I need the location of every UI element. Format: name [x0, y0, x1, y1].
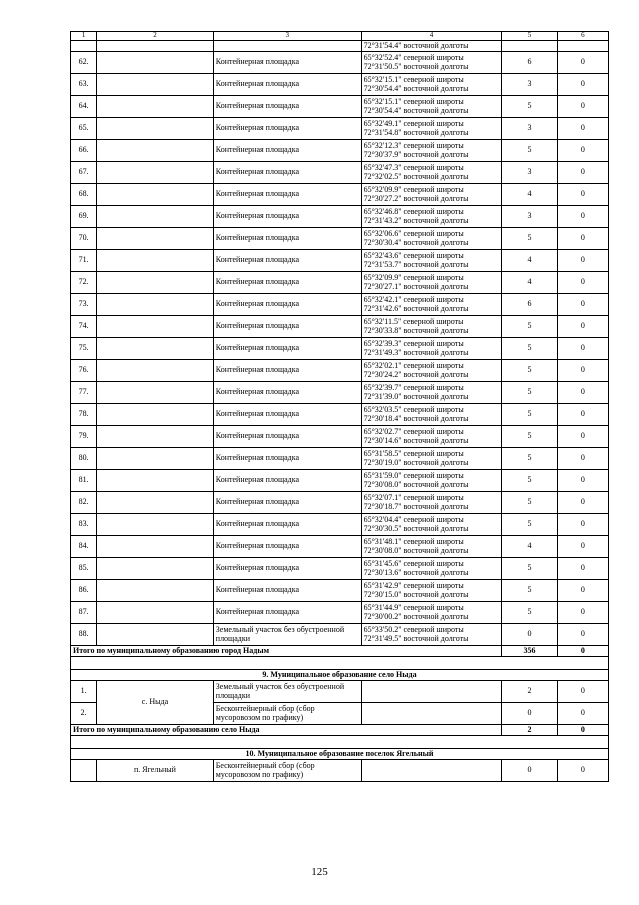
coordinates-cell: [361, 360, 502, 382]
row-number: 66.: [71, 140, 97, 162]
site-type-cell: Контейнерная площадка: [213, 206, 361, 228]
latitude: 65°32'47.3" северной широты: [363, 163, 464, 173]
table-body: [71, 32, 609, 782]
site-type-cell: Контейнерная площадка: [213, 404, 361, 426]
longitude: 72°31'50.5" восточной долготы: [363, 61, 469, 71]
column-number: 5: [502, 32, 557, 41]
value-cell: 0: [557, 118, 608, 140]
locality-cell: [97, 184, 214, 206]
value-cell: 0: [557, 74, 608, 96]
coordinates-cell: [361, 426, 502, 448]
latitude: 65°32'49.1" северной широты: [363, 119, 464, 129]
table-row: [71, 96, 609, 118]
total-label: Итого по муниципальному образованию город Надым: [71, 646, 502, 657]
column-number: 2: [97, 32, 214, 41]
coordinates-cell: [361, 448, 502, 470]
total-row: [71, 646, 609, 657]
value-cell: 0: [557, 162, 608, 184]
latitude: 65°32'46.8" северной широты: [363, 207, 464, 217]
column-number: 4: [361, 32, 502, 41]
value-cell: 0: [557, 206, 608, 228]
longitude: 72°30'54.4" восточной долготы: [363, 105, 469, 115]
locality-cell: с. Ныда: [97, 681, 214, 725]
table-row: [71, 624, 609, 646]
count-cell: 5: [502, 360, 557, 382]
count-cell: 5: [502, 140, 557, 162]
table-row: [71, 52, 609, 74]
latitude: 65°31'45.6" северной широты: [363, 559, 464, 569]
longitude: 72°30'00.2" восточной долготы: [363, 611, 469, 621]
locality-cell: [97, 382, 214, 404]
latitude: 65°32'02.7" северной широты: [363, 427, 464, 437]
table-row: [71, 140, 609, 162]
table-row: [71, 426, 609, 448]
coordinates-cell: [361, 681, 502, 703]
latitude: 65°32'15.1" северной широты: [363, 75, 464, 85]
count-cell: 3: [502, 118, 557, 140]
value-cell: 0: [557, 228, 608, 250]
site-type-cell: Контейнерная площадка: [213, 558, 361, 580]
row-number: 74.: [71, 316, 97, 338]
coordinates-cell: [361, 382, 502, 404]
row-number: 62.: [71, 52, 97, 74]
locality-cell: [97, 492, 214, 514]
longitude: 72°30'27.1" восточной долготы: [363, 281, 469, 291]
coordinates-cell: [361, 316, 502, 338]
latitude: 65°31'58.5" северной широты: [363, 449, 464, 459]
locality-cell: [97, 206, 214, 228]
locality-cell: [97, 470, 214, 492]
table-row: [71, 184, 609, 206]
count-cell: 5: [502, 338, 557, 360]
longitude: 72°30'30.4" восточной долготы: [363, 237, 469, 247]
coordinates-cell: [361, 52, 502, 74]
locality-cell: [97, 580, 214, 602]
locality-cell: [97, 514, 214, 536]
site-type-cell: Контейнерная площадка: [213, 492, 361, 514]
latitude: 65°31'42.9" северной широты: [363, 581, 464, 591]
coordinates-cell: [361, 558, 502, 580]
locality-cell: п. Ягельный: [97, 760, 214, 782]
locality-cell: [97, 140, 214, 162]
latitude: 65°32'02.1" северной широты: [363, 361, 464, 371]
site-type-cell: Контейнерная площадка: [213, 294, 361, 316]
continued-row: [71, 41, 609, 52]
site-type-cell: Контейнерная площадка: [213, 250, 361, 272]
value-cell: 0: [557, 624, 608, 646]
site-type-cell: Контейнерная площадка: [213, 602, 361, 624]
site-type-cell: Контейнерная площадка: [213, 228, 361, 250]
count-cell: 5: [502, 404, 557, 426]
latitude: 65°32'39.3" северной широты: [363, 339, 464, 349]
coordinates-cell: [361, 250, 502, 272]
table-row: [71, 492, 609, 514]
table-row: [71, 316, 609, 338]
site-type-cell: Земельный участок без обустроенной площадки: [213, 681, 361, 703]
coordinates-cell: [361, 536, 502, 558]
count-cell: 4: [502, 272, 557, 294]
value-cell: 0: [557, 448, 608, 470]
locality-cell: [97, 272, 214, 294]
table-row: [71, 536, 609, 558]
row-number: 80.: [71, 448, 97, 470]
latitude: 65°32'09.9" северной широты: [363, 273, 464, 283]
value-cell: 0: [557, 382, 608, 404]
site-type-cell: Контейнерная площадка: [213, 162, 361, 184]
column-number-row: [71, 32, 609, 41]
table-row: [71, 206, 609, 228]
count-cell: 5: [502, 602, 557, 624]
facilities-table: [70, 31, 609, 782]
value-cell: 0: [557, 360, 608, 382]
value-cell: 0: [557, 250, 608, 272]
coordinates-cell: [361, 470, 502, 492]
coordinates-cell: [361, 206, 502, 228]
locality-cell: [97, 602, 214, 624]
latitude: 65°31'44.9" северной широты: [363, 603, 464, 613]
table-row: [71, 338, 609, 360]
longitude: 72°30'18.7" восточной долготы: [363, 501, 469, 511]
longitude: 72°30'19.0" восточной долготы: [363, 457, 469, 467]
count-cell: 5: [502, 382, 557, 404]
latitude: 65°32'07.1" северной широты: [363, 493, 464, 503]
site-type-cell: Контейнерная площадка: [213, 140, 361, 162]
coordinates-cell: [361, 404, 502, 426]
site-type-cell: Контейнерная площадка: [213, 338, 361, 360]
value-cell: 0: [557, 470, 608, 492]
section-title: 10. Муниципальное образование поселок Ягельный: [71, 749, 609, 760]
coordinates-cell: [361, 294, 502, 316]
locality-cell: [97, 624, 214, 646]
row-number: 70.: [71, 228, 97, 250]
row-number: 86.: [71, 580, 97, 602]
longitude: 72°30'30.5" восточной долготы: [363, 523, 469, 533]
count-cell: 2: [502, 681, 557, 703]
site-type-cell: Бесконтейнерный сбор (сбор мусоровозом по графику): [213, 760, 361, 782]
latitude: 65°32'11.5" северной широты: [363, 317, 464, 327]
coordinates-cell: [361, 228, 502, 250]
coordinates-cell: [361, 624, 502, 646]
longitude: 72°30'54.4" восточной долготы: [363, 83, 469, 93]
count-cell: 5: [502, 228, 557, 250]
count-cell: 3: [502, 162, 557, 184]
table-row: [71, 602, 609, 624]
count-cell: 6: [502, 294, 557, 316]
value-cell: 0: [557, 558, 608, 580]
longitude: 72°30'14.6" восточной долготы: [363, 435, 469, 445]
coordinates-cell: [361, 162, 502, 184]
locality-cell: [97, 338, 214, 360]
site-type-cell: Контейнерная площадка: [213, 580, 361, 602]
latitude: 65°33'50.2" северной широты: [363, 625, 464, 635]
spacer-row: [71, 657, 609, 670]
table-row: [71, 514, 609, 536]
count-cell: 0: [502, 703, 557, 725]
coordinates-cell: [361, 184, 502, 206]
site-type-cell: Контейнерная площадка: [213, 382, 361, 404]
site-type-cell: Контейнерная площадка: [213, 470, 361, 492]
site-type-cell: Контейнерная площадка: [213, 272, 361, 294]
column-number: 6: [557, 32, 608, 41]
value-cell: 0: [557, 404, 608, 426]
site-type-cell: Контейнерная площадка: [213, 514, 361, 536]
total-value: 0: [557, 646, 608, 657]
total-value: 0: [557, 725, 608, 736]
row-number: 75.: [71, 338, 97, 360]
latitude: 65°32'39.7" северной широты: [363, 383, 464, 393]
coordinates-cell: [361, 580, 502, 602]
latitude: 65°32'06.6" северной широты: [363, 229, 464, 239]
table-row: [71, 580, 609, 602]
longitude: 72°30'18.4" восточной долготы: [363, 413, 469, 423]
row-number: 84.: [71, 536, 97, 558]
coordinates-cell: [361, 703, 502, 725]
latitude: 65°31'48.1" северной широты: [363, 537, 464, 547]
table-row: [71, 760, 609, 782]
locality-cell: [97, 316, 214, 338]
coordinates-cell: [361, 338, 502, 360]
count-cell: 5: [502, 448, 557, 470]
count-cell: 5: [502, 558, 557, 580]
row-number: 67.: [71, 162, 97, 184]
value-cell: 0: [557, 426, 608, 448]
longitude: 72°30'24.2" восточной долготы: [363, 369, 469, 379]
locality-cell: [97, 294, 214, 316]
count-cell: 4: [502, 250, 557, 272]
table-row: [71, 162, 609, 184]
row-number: 76.: [71, 360, 97, 382]
latitude: 65°32'12.3" северной широты: [363, 141, 464, 151]
value-cell: 0: [557, 272, 608, 294]
row-number: 88.: [71, 624, 97, 646]
longitude: 72°31'39.0" восточной долготы: [363, 391, 469, 401]
value-cell: 0: [557, 294, 608, 316]
total-label: Итого по муниципальному образованию село Ныда: [71, 725, 502, 736]
value-cell: 0: [557, 52, 608, 74]
total-row: [71, 725, 609, 736]
value-cell: 0: [557, 338, 608, 360]
row-number: 78.: [71, 404, 97, 426]
count-cell: 4: [502, 184, 557, 206]
site-type-cell: Контейнерная площадка: [213, 316, 361, 338]
value-cell: 0: [557, 492, 608, 514]
coordinates-cell: [361, 514, 502, 536]
locality-cell: [97, 448, 214, 470]
longitude: 72°30'08.0" восточной долготы: [363, 479, 469, 489]
coordinates-cell: [361, 74, 502, 96]
site-type-cell: Контейнерная площадка: [213, 426, 361, 448]
locality-cell: [97, 558, 214, 580]
locality-cell: [97, 52, 214, 74]
locality-cell: [97, 118, 214, 140]
total-count: 2: [502, 725, 557, 736]
section-heading-row: [71, 749, 609, 760]
coordinates-cell: [361, 602, 502, 624]
column-number: 1: [71, 32, 97, 41]
count-cell: 0: [502, 624, 557, 646]
row-number: 82.: [71, 492, 97, 514]
row-number: 77.: [71, 382, 97, 404]
row-number: 85.: [71, 558, 97, 580]
spacer-row: [71, 736, 609, 749]
locality-cell: [97, 96, 214, 118]
latitude: 65°32'43.6" северной широты: [363, 251, 464, 261]
row-number: 69.: [71, 206, 97, 228]
coordinates-cell: [361, 118, 502, 140]
locality-cell: [97, 74, 214, 96]
row-number: 63.: [71, 74, 97, 96]
row-number: 68.: [71, 184, 97, 206]
longitude: 72°32'02.5" восточной долготы: [363, 171, 469, 181]
count-cell: 3: [502, 74, 557, 96]
locality-cell: [97, 426, 214, 448]
locality-cell: [97, 404, 214, 426]
count-cell: 3: [502, 206, 557, 228]
site-type-cell: Контейнерная площадка: [213, 96, 361, 118]
longitude: 72°31'49.5" восточной долготы: [363, 633, 469, 643]
table-row: [71, 681, 609, 703]
locality-cell: [97, 228, 214, 250]
section-heading-row: [71, 670, 609, 681]
table-row: [71, 360, 609, 382]
value-cell: 0: [557, 602, 608, 624]
count-cell: 5: [502, 492, 557, 514]
value-cell: 0: [557, 681, 608, 703]
table-row: [71, 250, 609, 272]
row-number: 71.: [71, 250, 97, 272]
longitude: 72°31'54.8" восточной долготы: [363, 127, 469, 137]
value-cell: 0: [557, 703, 608, 725]
table-row: [71, 74, 609, 96]
count-cell: 5: [502, 470, 557, 492]
site-type-cell: Бесконтейнерный сбор (сбор мусоровозом по графику): [213, 703, 361, 725]
table-row: [71, 448, 609, 470]
longitude: 72°31'42.6" восточной долготы: [363, 303, 469, 313]
row-number: 79.: [71, 426, 97, 448]
value-cell: 0: [557, 536, 608, 558]
longitude: 72°30'08.0" восточной долготы: [363, 545, 469, 555]
latitude: 65°32'15.1" северной широты: [363, 97, 464, 107]
row-number: 1.: [71, 681, 97, 703]
value-cell: 0: [557, 96, 608, 118]
value-cell: 0: [557, 316, 608, 338]
site-type-cell: Контейнерная площадка: [213, 118, 361, 140]
locality-cell: [97, 162, 214, 184]
value-cell: 0: [557, 760, 608, 782]
row-number: 65.: [71, 118, 97, 140]
row-number: 73.: [71, 294, 97, 316]
value-cell: 0: [557, 580, 608, 602]
site-type-cell: Контейнерная площадка: [213, 360, 361, 382]
locality-cell: [97, 536, 214, 558]
column-number: 3: [213, 32, 361, 41]
longitude: 72°31'49.3" восточной долготы: [363, 347, 469, 357]
coordinates-cell: [361, 96, 502, 118]
table-row: [71, 228, 609, 250]
count-cell: 6: [502, 52, 557, 74]
table-row: [71, 558, 609, 580]
count-cell: 5: [502, 96, 557, 118]
table-row: [71, 470, 609, 492]
locality-cell: [97, 250, 214, 272]
latitude: 65°32'09.9" северной широты: [363, 185, 464, 195]
site-type-cell: Контейнерная площадка: [213, 536, 361, 558]
count-cell: 0: [502, 760, 557, 782]
coordinates-cell: [361, 140, 502, 162]
coordinates-cell: [361, 272, 502, 294]
longitude: 72°30'13.6" восточной долготы: [363, 567, 469, 577]
locality-cell: [97, 360, 214, 382]
row-number: 83.: [71, 514, 97, 536]
longitude: 72°30'33.8" восточной долготы: [363, 325, 469, 335]
site-type-cell: Контейнерная площадка: [213, 52, 361, 74]
longitude: 72°31'43.2" восточной долготы: [363, 215, 469, 225]
site-type-cell: Контейнерная площадка: [213, 74, 361, 96]
latitude: 65°32'03.5" северной широты: [363, 405, 464, 415]
total-count: 356: [502, 646, 557, 657]
count-cell: 5: [502, 514, 557, 536]
coordinates-cell: [361, 492, 502, 514]
count-cell: 5: [502, 316, 557, 338]
table-row: [71, 294, 609, 316]
row-number: 2.: [71, 703, 97, 725]
row-number: [71, 760, 97, 782]
coordinates-cell: 72°31'54.4" восточной долготы: [361, 41, 502, 52]
count-cell: 5: [502, 580, 557, 602]
row-number: 72.: [71, 272, 97, 294]
table-row: [71, 272, 609, 294]
latitude: 65°32'42.1" северной широты: [363, 295, 464, 305]
table-row: [71, 382, 609, 404]
row-number: 81.: [71, 470, 97, 492]
longitude: 72°31'53.7" восточной долготы: [363, 259, 469, 269]
site-type-cell: Контейнерная площадка: [213, 184, 361, 206]
count-cell: 4: [502, 536, 557, 558]
section-title: 9. Муниципальное образование село Ныда: [71, 670, 609, 681]
page-number: 125: [311, 866, 328, 878]
row-number: 87.: [71, 602, 97, 624]
table-row: [71, 404, 609, 426]
row-number: 64.: [71, 96, 97, 118]
value-cell: 0: [557, 184, 608, 206]
longitude: 72°30'37.9" восточной долготы: [363, 149, 469, 159]
table-row: [71, 118, 609, 140]
latitude: 65°32'04.4" северной широты: [363, 515, 464, 525]
site-type-cell: Контейнерная площадка: [213, 448, 361, 470]
coordinates-cell: [361, 760, 502, 782]
latitude: 65°31'59.0" северной широты: [363, 471, 464, 481]
site-type-cell: Земельный участок без обустроенной площадки: [213, 624, 361, 646]
value-cell: 0: [557, 514, 608, 536]
value-cell: 0: [557, 140, 608, 162]
latitude: 65°32'52.4" северной широты: [363, 53, 464, 63]
longitude: 72°30'15.0" восточной долготы: [363, 589, 469, 599]
longitude: 72°30'27.2" восточной долготы: [363, 193, 469, 203]
count-cell: 5: [502, 426, 557, 448]
